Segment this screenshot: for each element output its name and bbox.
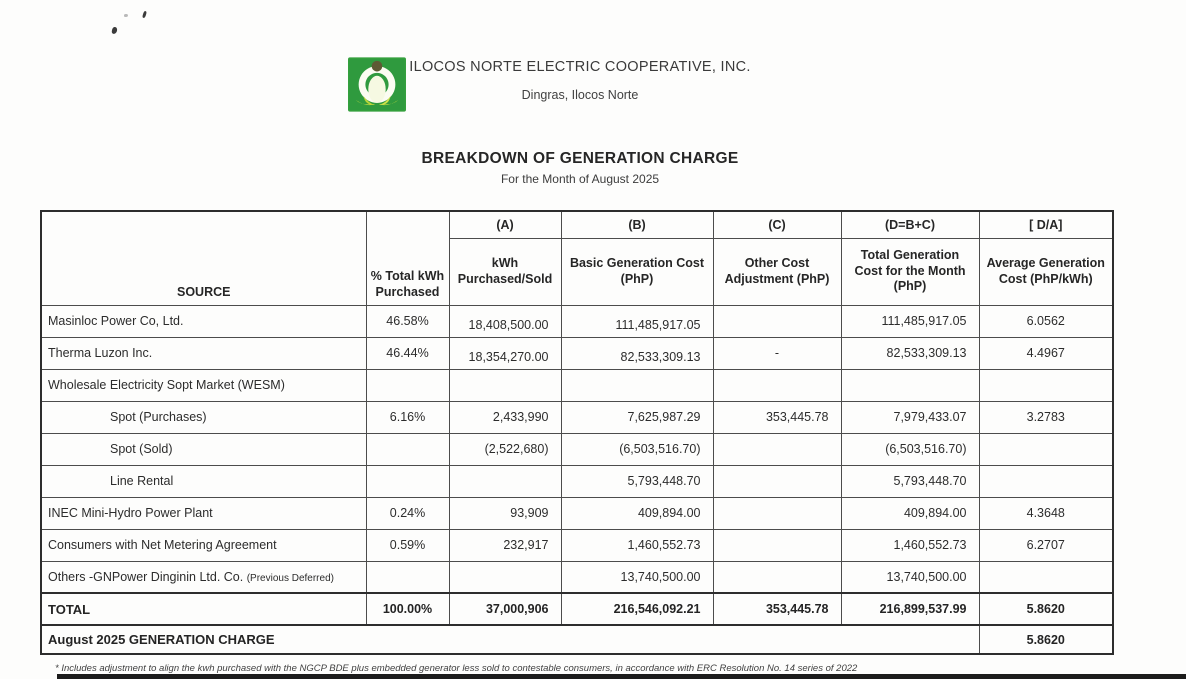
col-header-other: Other Cost Adjustment (PhP) xyxy=(713,238,841,305)
cell-pct: 0.24% xyxy=(366,497,449,529)
cell-pct: 46.44% xyxy=(366,337,449,369)
cell-total: 111,485,917.05 xyxy=(841,305,979,337)
cell-pct: 6.16% xyxy=(366,401,449,433)
cell-avg: 3.2783 xyxy=(979,401,1113,433)
cell-total: 7,979,433.07 xyxy=(841,401,979,433)
col-header-kwh: kWh Purchased/Sold xyxy=(449,238,561,305)
cell-other: 353,445.78 xyxy=(713,593,841,625)
cell-source: Spot (Purchases) xyxy=(41,401,366,433)
scan-speck xyxy=(111,27,117,35)
cell-avg: 6.0562 xyxy=(979,305,1113,337)
company-location: Dingras, Ilocos Norte xyxy=(521,88,639,102)
cell-basic: 111,485,917.05 xyxy=(561,305,713,337)
cell-kwh: 18,408,500.00 xyxy=(449,305,561,337)
table-row-wesm xyxy=(41,369,1113,401)
table-row-total xyxy=(41,593,1113,625)
generation-charge-table xyxy=(40,210,1114,655)
cell-pct xyxy=(366,465,449,497)
cell-source: Masinloc Power Co, Ltd. xyxy=(41,305,366,337)
table-row-therma xyxy=(41,337,1113,369)
cell-total: 1,460,552.73 xyxy=(841,529,979,561)
scan-edge-bar xyxy=(57,674,1186,679)
cell-avg: 4.3648 xyxy=(979,497,1113,529)
cell-charge-label: August 2025 GENERATION CHARGE xyxy=(41,625,979,654)
cell-kwh: 93,909 xyxy=(449,497,561,529)
cell-source: Spot (Sold) xyxy=(41,433,366,465)
col-letter-c: (C) xyxy=(713,211,841,238)
cell-pct: 46.58% xyxy=(366,305,449,337)
cell-source: Line Rental xyxy=(41,465,366,497)
cell-total: 409,894.00 xyxy=(841,497,979,529)
cell-other xyxy=(713,529,841,561)
col-header-total: Total Generation Cost for the Month (PhP) xyxy=(841,238,979,305)
cell-basic: 13,740,500.00 xyxy=(561,561,713,593)
cell-other: 353,445.78 xyxy=(713,401,841,433)
table-row-net-metering xyxy=(41,529,1113,561)
cell-avg xyxy=(979,561,1113,593)
cell-other xyxy=(713,465,841,497)
scan-speck xyxy=(124,14,128,17)
table-row-masinloc xyxy=(41,305,1113,337)
cell-pct xyxy=(366,433,449,465)
table-row-line-rental xyxy=(41,465,1113,497)
cell-source: Consumers with Net Metering Agreement xyxy=(41,529,366,561)
cell-pct: 100.00% xyxy=(366,593,449,625)
col-header-pct: % Total kWh Purchased xyxy=(366,211,449,305)
footnote: * Includes adjustment to align the kwh purchased with the NGCP BDE plus embedded generator less sold to contestable consumers, in accordance with ERC Resolution No. 14 series of 2022 xyxy=(55,663,858,674)
col-letter-a: (A) xyxy=(449,211,561,238)
cell-pct: 0.59% xyxy=(366,529,449,561)
document-title: BREAKDOWN OF GENERATION CHARGE xyxy=(421,150,739,167)
cell-kwh: 232,917 xyxy=(449,529,561,561)
cell-avg: 4.4967 xyxy=(979,337,1113,369)
header-letters-row xyxy=(41,211,1113,238)
cell-kwh xyxy=(449,369,561,401)
cell-pct xyxy=(366,561,449,593)
document-subtitle: For the Month of August 2025 xyxy=(500,172,660,186)
cell-other xyxy=(713,497,841,529)
cell-total: 13,740,500.00 xyxy=(841,561,979,593)
cell-pct xyxy=(366,369,449,401)
source-note: (Previous Deferred) xyxy=(246,572,334,584)
cell-basic: 409,894.00 xyxy=(561,497,713,529)
cell-other xyxy=(713,561,841,593)
cell-avg: 5.8620 xyxy=(979,593,1113,625)
company-name: ILOCOS NORTE ELECTRIC COOPERATIVE, INC. xyxy=(409,59,751,75)
cell-total xyxy=(841,369,979,401)
cell-other xyxy=(713,433,841,465)
cell-basic: 82,533,309.13 xyxy=(561,337,713,369)
cell-kwh: 18,354,270.00 xyxy=(449,337,561,369)
cell-total: 216,899,537.99 xyxy=(841,593,979,625)
cell-source: INEC Mini-Hydro Power Plant xyxy=(41,497,366,529)
cell-source: Wholesale Electricity Sopt Market (WESM) xyxy=(41,369,366,401)
cell-kwh xyxy=(449,561,561,593)
col-header-source: SOURCE xyxy=(41,211,366,305)
cell-kwh: 37,000,906 xyxy=(449,593,561,625)
cell-other xyxy=(713,369,841,401)
col-header-basic: Basic Generation Cost (PhP) xyxy=(561,238,713,305)
cell-avg xyxy=(979,369,1113,401)
cell-basic: (6,503,516.70) xyxy=(561,433,713,465)
cell-source: TOTAL xyxy=(41,593,366,625)
cell-basic: 7,625,987.29 xyxy=(561,401,713,433)
cell-other xyxy=(713,305,841,337)
cell-avg xyxy=(979,465,1113,497)
col-letter-b: (B) xyxy=(561,211,713,238)
table-row-others-deferred xyxy=(41,561,1113,593)
col-letter-d: (D=B+C) xyxy=(841,211,979,238)
table-row-spot-purchases xyxy=(41,401,1113,433)
cell-avg: 6.2707 xyxy=(979,529,1113,561)
cell-basic: 5,793,448.70 xyxy=(561,465,713,497)
cell-total: 5,793,448.70 xyxy=(841,465,979,497)
col-header-avg: Average Generation Cost (PhP/kWh) xyxy=(979,238,1113,305)
cell-basic xyxy=(561,369,713,401)
cell-kwh: (2,522,680) xyxy=(449,433,561,465)
cell-basic: 216,546,092.21 xyxy=(561,593,713,625)
col-letter-da: [ D/A] xyxy=(979,211,1113,238)
cell-kwh: 2,433,990 xyxy=(449,401,561,433)
cell-total: 82,533,309.13 xyxy=(841,337,979,369)
cell-total: (6,503,516.70) xyxy=(841,433,979,465)
cell-charge-avg: 5.8620 xyxy=(979,625,1113,654)
table-row-spot-sold xyxy=(41,433,1113,465)
cell-basic: 1,460,552.73 xyxy=(561,529,713,561)
cell-avg xyxy=(979,433,1113,465)
cell-other: - xyxy=(713,337,841,369)
cell-source: Others -GNPower Dinginin Ltd. Co. (Previous Deferred) xyxy=(41,561,366,593)
table-row-generation-charge xyxy=(41,625,1113,654)
cell-source: Therma Luzon Inc. xyxy=(41,337,366,369)
cell-kwh xyxy=(449,465,561,497)
scan-speck xyxy=(142,11,147,19)
table-row-mini-hydro xyxy=(41,497,1113,529)
